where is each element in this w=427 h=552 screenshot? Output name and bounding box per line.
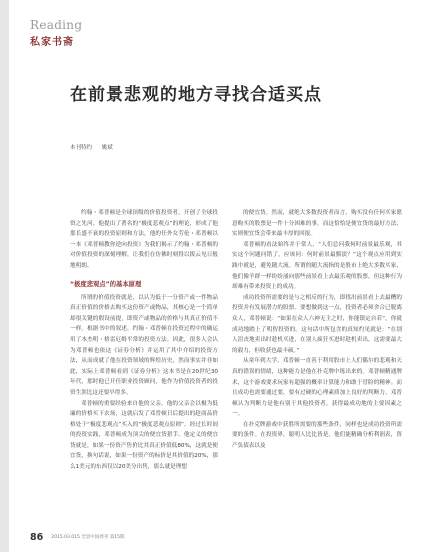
paragraph: 在扑克牌游戏中获胜所需要的那些条件，同样也是成功投资所需要的条件。在投资界，聪明人比比皆是，他们能精确分析利润表，资产负债表以及	[232, 421, 402, 450]
page-number: 86	[30, 531, 44, 543]
author-name: 姚斌	[101, 145, 113, 151]
paragraph: 所谓的价值投资就是，以认为低于一分资产或一件物品真正价值的价格去购买这份资产或物品，其核心是一个简单却很关键的假设前提，即资产或物品的价格与其真正价值不一样。根据书中的叙述，约翰・邓普顿在投资过程中的确运用了本杰明・格雷厄姆平常的投资方法。因此，很多人会认为邓普顿也依这《证券分析》并运用了其中介绍的投资方法，从而成就了他在投资领域的辉煌历史，然而事实并非如此，实际上邓普顿看到《证券分析》这本书是在20世纪30年代，那时他已开任职业投资顾问，他作为价值投资者的投资生涯比这还要早得多。	[70, 294, 218, 396]
author-role: 本刊特约	[70, 145, 93, 151]
article-column-left	[70, 208, 218, 473]
footer-info: 2015.03.015 全景中国周刊 第15期	[51, 535, 125, 540]
article-column-right	[232, 208, 402, 452]
paragraph: 约翰・邓普顿是全球顶级的价值投资者，开创了全球投资之先河。他提出了著名的“极度悲观点”的理论，形成了他那长盛不衰的投资原则和方法，他的任外女劳伦・邓普顿以一本《邓普顿教你逆向投资》为我们揭示了约翰・邓普顿的对价值投资的深刻理解，让我们在仿佛时刻得以拨云见日般地明朗。	[70, 210, 218, 269]
article-title: 在前景悲观的地方寻找合适买点	[70, 85, 322, 105]
paragraph: 邓普顿的看法始终并于常人，“人们总问我何时前景最乐观，其实这个问题问错了，应该问：何时前景最黯淡？”这个观点应用到实践中就是，避免随大流。所谓的随大流指的是股市上绝大多数买家，他们像羊群一样纷纷涌向那些前景看上去最乐观的股票，但这种行为却难有带来投资上的成功。	[232, 241, 402, 291]
page-edge	[0, 0, 9, 552]
paragraph: 从童年到大学，邓普顿一直善于利用股市上人们偶尔的悲观和天真的错误的情绪，这种能力是他在扑克牌中练出来的。邓普顿精通牌术，这个游戏要求玩家有超强的概率计算能力和敢于冒险的精神。而且成功也需要通过要，要有过硬的心理素质加上良好的判断力。邓普顿认为判断力是他有别于其他投资者，获得最成功地的主要因素之一。	[232, 358, 402, 418]
paragraph: 的便宜货。然而，就绝大多数投资者而言，购买没有任何买家愿意购买的股票是一件十分困难的事，而这恰恰是便宜货的最好方法，实则便宜货会带来最丰厚的回报。	[232, 210, 402, 238]
section-header	[30, 18, 82, 48]
article-byline	[70, 143, 121, 151]
paragraph: 成功投资所需要的是与之相反的行为，即找出前景看上去最糟的投资并有发展潜力的股票。要想做到这一点，投资者必须舍合已脱离众人，邓普顿说：“如果在众人六神无主之时，你能镇定自若”，你就成功地踏上了明智投资的。这句话中所包含的真知灼见就是：“在别人沮丧地卖出时趁机买进，在别人疯狂买进时趁机卖出，这需要最大的毅力，但收获也最丰硕。”	[232, 294, 402, 354]
section-label-en: Reading	[30, 18, 83, 32]
section-label-cn: 私家书斋	[30, 37, 74, 48]
paragraph: 邓普顿的重要经验来自他的父亲。他的父亲会以极为低廉的价格买下农场，这就启发了邓普顿日后提出的趁商品价格处于“极度悲观点”买入的“极度悲观点原则”。经过长时间的投资实践，邓普顿成为顶尖的便宜货猎手。他定义的便宜货就是，如果一份资产售价比其真正价值低80%，这就是便宜货，换句话说，如果一份资产的标价是其价值的20%，那么1美元的东西仅以20美分出售，那么就是理想	[70, 400, 218, 471]
page-footer	[30, 530, 402, 544]
section-heading: “极度悲观点”的基本原理	[70, 280, 142, 288]
